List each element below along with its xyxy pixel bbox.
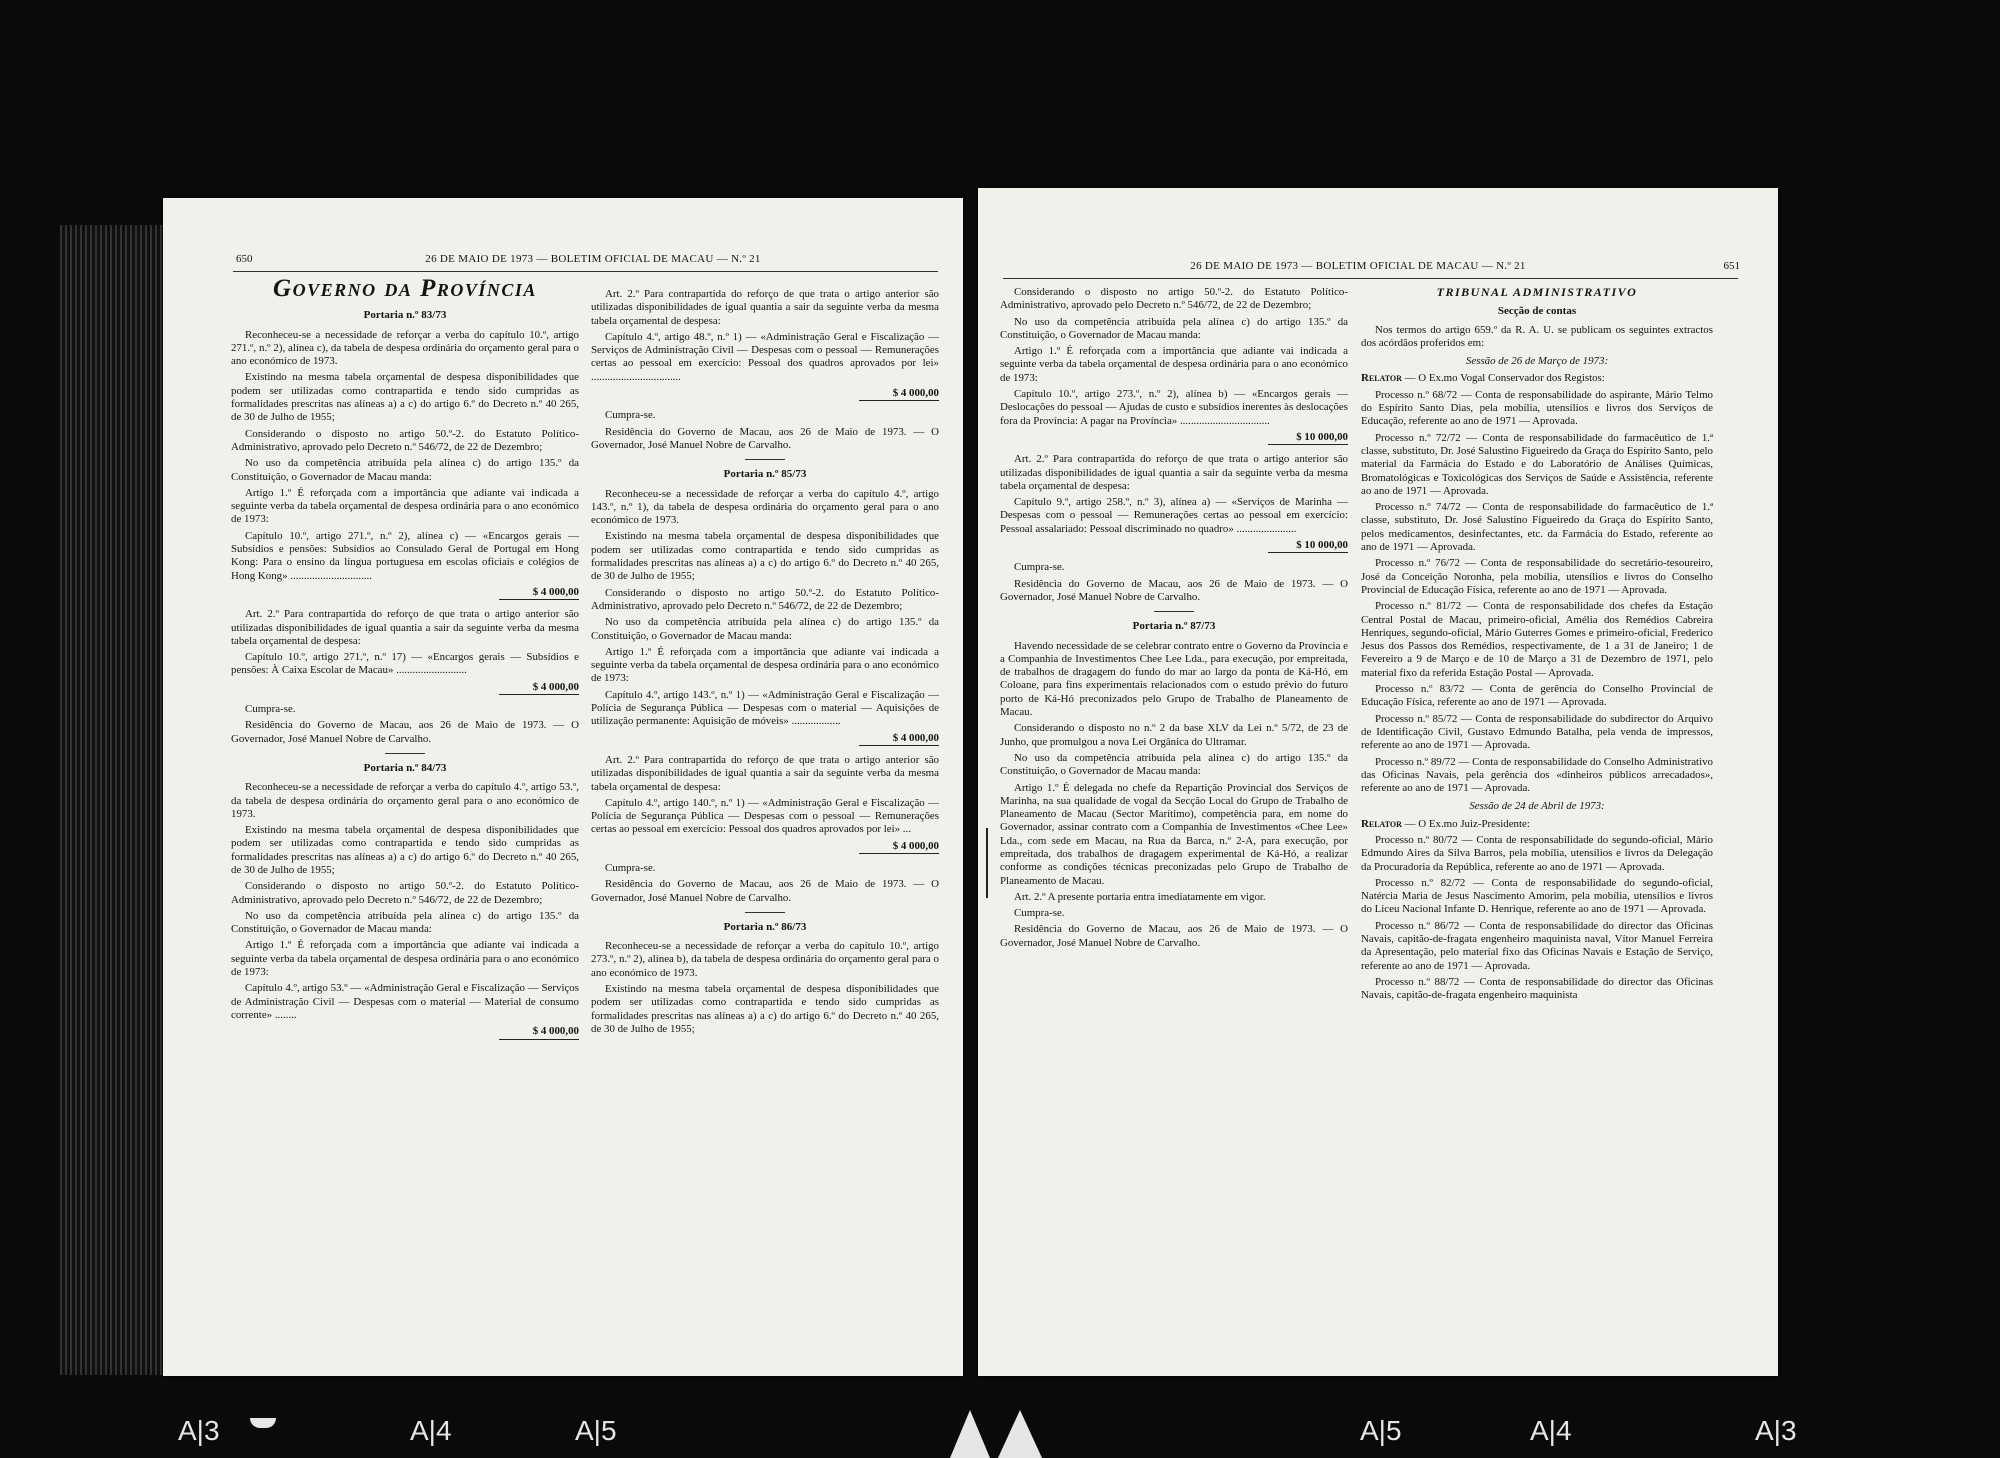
film-label [410, 1415, 452, 1447]
process-entry: Processo n.º 82/72 — Conta de responsabilidade do segundo-oficial, Natércia Maria de Jesus Nascimento Amorim, pela mobília, utensílios e livros do Liceu Nacional Infante D. Henrique, referente ao ano de 1971 — Aprovada. [1361, 876, 1713, 916]
process-entry: Processo n.º 83/72 — Conta de gerência do Conselho Provincial de Educação Física, referente ao ano de 1971 — Aprovada. [1361, 683, 1713, 709]
right-head-rule [1003, 278, 1738, 279]
signature-line: Residência do Governo de Macau, aos 26 de Maio de 1973. — O Governador, José Manuel Nobre de Carvalho. [591, 425, 939, 451]
paragraph: Havendo necessidade de se celebrar contrato entre o Governo da Província e a Companhia de Investimentos Chee Lee Lda., para execução, por empreitada, de trabalhos de dragagem do fundo do mar ao largo da ponta de Ká-Hó, em Coloane, para fins experimentais relacionados com o estudo prévio do futuro porto de Ká-Hó preconizados pelo Grupo de Trabalho de Planeamento de Macau. [1000, 639, 1348, 719]
relator-line [1361, 372, 1713, 385]
right-column-1 [1000, 286, 1348, 953]
signature-line: Residência do Governo de Macau, aos 26 de Maio de 1973. — O Governador, José Manuel Nobre de Carvalho. [1000, 923, 1348, 949]
budget-item: Capítulo 10.º, artigo 273.º, n.º 2), alínea b) — «Encargos gerais — Deslocações do pessoal — Ajudas de custo e subsídios inerentes às deslocações fora da Província: A pagar na Província» ................................. [1000, 388, 1348, 427]
film-label-text: A|5 [1360, 1415, 1402, 1446]
budget-item: Capítulo 10.º, artigo 271.º, n.º 17) — «Encargos gerais — Subsídios e pensões: À Caixa Escolar de Macau» .......................... [231, 651, 579, 677]
process-list-2 [1361, 834, 1713, 1003]
relator-label: Relator [1361, 372, 1402, 385]
paragraph: Artigo 1.º É reforçada com a importância que adiante vai indicada a seguinte verba da tabela orçamental de despesa ordinária para o ano económico de 1973: [591, 645, 939, 685]
paragraph: Reconheceu-se a necessidade de reforçar a verba do capítulo 10.º, artigo 273.º, n.º 2), alínea b), da tabela de despesa ordinária do orçamento geral para o ano económico de 1973. [591, 940, 939, 979]
cumpra-se: Cumpra-se. [605, 409, 656, 422]
portaria-title: Portaria n.º 83/73 [363, 309, 447, 322]
film-label [1360, 1415, 1402, 1447]
budget-item: Capítulo 4.º, artigo 53.º — «Administração Geral e Fiscalização — Serviços de Administração Civil — Despesas com o material — Material de consumo corrente» ........ [231, 982, 579, 1021]
paragraph: Artigo 1.º É reforçada com a importância que adiante vai indicada a seguinte verba da tabela orçamental de despesa ordinária para o ano económico de 1973: [231, 939, 579, 979]
margin-annotation-mark [986, 828, 992, 898]
relator-label: Relator [1361, 817, 1402, 830]
portaria-title: Portaria n.º 85/73 [723, 468, 807, 481]
left-running-head [163, 253, 963, 269]
process-entry: Processo n.º 81/72 — Conta de responsabilidade dos chefes da Estação Central Postal de Macau, primeiro-oficial, Amélia dos Remédios Cabreira Henriques, segundo-oficial, Mário Guterres Gomes e primeiro-oficial, Frederico Jesus dos Passos dos Remédios, respectivamente, de 1 a 31 de Janeiro; 1 de Fevereiro a 9 de Março e de 10 de Março a 31 de Dezembro de 1971, pelo material fixo da referida Estação Postal — Aprovada. [1361, 600, 1713, 679]
relator-text: — O Ex.mo Juiz-Presidente: [1404, 817, 1530, 830]
film-label [1530, 1415, 1572, 1447]
portaria-title: Portaria n.º 84/73 [363, 761, 447, 774]
tribunal-heading: TRIBUNAL ADMINISTRATIVO [1436, 285, 1638, 299]
separator [745, 459, 785, 460]
right-page [978, 188, 1778, 1376]
cumpra-se: Cumpra-se. [605, 861, 656, 874]
paragraph: Art. 2.º Para contrapartida do reforço de que trata o artigo anterior são utilizadas disponibilidades de igual quantia a sair da seguinte verba da mesma tabela orçamental de despesa: [1000, 453, 1348, 492]
film-label [575, 1415, 617, 1447]
paragraph: Considerando o disposto no artigo 50.º-2. do Estatuto Político-Administrativo, aprovado pelo Decreto n.º 546/72, de 22 de Dezembro; [231, 880, 579, 906]
process-entry: Processo n.º 88/72 — Conta de responsabilidade do director das Oficinas Navais, capitão-de-fragata engenheiro maquinista [1361, 975, 1713, 1002]
paragraph: Reconheceu-se a necessidade de reforçar a verba do capítulo 4.º, artigo 143.º, n.º 1), da tabela de despesa ordinária do orçamento geral para o ano económico de 1973. [591, 487, 939, 527]
amount: $ 10 000,00 [1268, 539, 1348, 553]
process-entry: Processo n.º 89/72 — Conta de responsabilidade do Conselho Administrativo das Oficinas Navais, pela gerência dos «dinheiros públicos arrecadados», referente ao ano de 1971 — Aprovada. [1361, 755, 1713, 795]
left-page [163, 198, 963, 1376]
left-column-2 [591, 288, 939, 1039]
paragraph: Existindo na mesma tabela orçamental de despesa disponibilidades que podem ser utilizadas como contrapartida e tendo sido cumpridas as formalidades prescritas nas alíneas a) a c) do artigo 6.º do Decreto n.º 40 265, de 30 de Julho de 1955; [591, 530, 939, 583]
book-page-edges [60, 225, 165, 1375]
process-entry: Processo n.º 76/72 — Conta de responsabilidade do secretário-tesoureiro, José da Conceição Noronha, pela mobília, utensílios e livros do Conselho Provincial de Educação Física, referente ao ano de 1971 — Aprovada. [1361, 557, 1713, 596]
signature-line: Residência do Governo de Macau, aos 26 de Maio de 1973. — O Governador, José Manuel Nobre de Carvalho. [231, 719, 579, 745]
budget-item: Capítulo 9.º, artigo 258.º, n.º 3), alínea a) — «Serviços de Marinha — Despesas com o pessoal — Remunerações certas ao pessoal em exercício: Pessoal assalariado: Pessoal discriminado no quadro» ...................... [1000, 496, 1348, 535]
process-entry: Processo n.º 80/72 — Conta de responsabilidade do segundo-oficial, Mário Edmundo Aires da Silva Barros, pela mobília, utensílios e livros da Delegação da Procuradoria da República, referente ao ano de 1971 — Aprovada. [1361, 833, 1713, 873]
budget-item: Capítulo 10.º, artigo 271.º, n.º 2), alínea c) — «Encargos gerais — Subsídios e pensões: Subsídios ao Consulado Geral de Portugal em Hong Kong: Para o ensino da língua portuguesa em escolas oficiais e colégios de Hong Kong» .............................. [231, 529, 579, 582]
paragraph: Artigo 1.º É delegada no chefe da Repartição Provincial dos Serviços de Marinha, na sua qualidade de vogal da Secção Local do Grupo de Trabalho de Planeamento de Macau (Sector Marítimo), competência para, em nome do Governador, assinar contrato com a Companhia de Investimentos «Chee Lee» Lda., com sede em Macau, na Rua da Barca, n.º 2-A, para execução, por empreitada, dos trabalhos de dragagem experimental de Ká-Hó, a realizar conforme as condições técnicas preconizadas pelo Grupo de Trabalho de Planeamento de Macau. [1000, 781, 1348, 887]
paragraph: Considerando o disposto no artigo 50.º-2. do Estatuto Político-Administrativo, aprovado pelo Decreto n.º 546/72, de 22 de Dezembro; [1000, 286, 1348, 312]
portaria-title: Portaria n.º 87/73 [1132, 620, 1216, 633]
session-date: Sessão de 26 de Março de 1973: [1465, 355, 1609, 368]
portaria-title: Portaria n.º 86/73 [723, 920, 807, 933]
left-head-rule [233, 271, 938, 272]
amount: $ 4 000,00 [499, 1025, 579, 1039]
paragraph: No uso da competência atribuída pela alínea c) do artigo 135.º da Constituição, o Governador de Macau manda: [1000, 315, 1348, 341]
budget-item: Capítulo 4.º, artigo 48.º, n.º 1) — «Administração Geral e Fiscalização — Serviços de Administração Civil — Despesas com o pessoal — Remunerações certas ao pessoal em exercício: Pessoal dos quadros aprovados por lei» ................................. [591, 330, 939, 383]
paragraph: Reconheceu-se a necessidade de reforçar a verba do capítulo 4.º, artigo 53.º, da tabela de despesa ordinária do orçamento geral para o ano económico de 1973. [231, 781, 579, 820]
film-label-text: A|3 [178, 1415, 220, 1446]
paragraph: No uso da competência atribuída pela alínea c) do artigo 135.º da Constituição, o Governador de Macau manda: [231, 909, 579, 936]
paragraph: Considerando o disposto no n.º 2 da base XLV da Lei n.º 5/72, de 23 de Junho, que promulgou a nova Lei Orgânica do Ultramar. [1000, 722, 1348, 748]
gutter-shadow-left [950, 1410, 990, 1458]
paragraph: Existindo na mesma tabela orçamental de despesa disponibilidades que podem ser utilizadas como contrapartida e tendo sido cumpridas as formalidades prescritas nas alíneas a) a c) do artigo 6.º do Decreto n.º 40 265, de 30 de Julho de 1955; [231, 824, 579, 876]
process-entry: Processo n.º 85/72 — Conta de responsabilidade do subdirector do Arquivo de Identificação Civil, Gustavo Edmundo Batalha, pela venda de impressos, referente ao ano de 1971 — Aprovada. [1361, 712, 1713, 752]
separator [385, 753, 425, 754]
paragraph: Reconheceu-se a necessidade de reforçar a verba do capítulo 10.º, artigo 271.º, n.º 2), alínea c), da tabela de despesa ordinária do orçamento geral para o ano económico de 1973. [231, 328, 579, 368]
paragraph: No uso da competência atribuída pela alínea c) do artigo 135.º da Constituição, o Governador de Macau manda: [231, 457, 579, 483]
left-page-number: 650 [236, 253, 253, 265]
right-running-title: 26 DE MAIO DE 1973 — BOLETIM OFICIAL DE MACAU — N.º 21 [1190, 260, 1526, 272]
paragraph: Existindo na mesma tabela orçamental de despesa disponibilidades que podem ser utilizadas como contrapartida e tendo sido cumpridas as formalidades prescritas nas alíneas a) a c) do artigo 6.º do Decreto n.º 40 265, de 30 de Julho de 1955; [231, 371, 579, 424]
signature-line: Residência do Governo de Macau, aos 26 de Maio de 1973. — O Governador, José Manuel Nobre de Carvalho. [591, 878, 939, 904]
relator-text: — O Ex.mo Vogal Conservador dos Registos: [1404, 372, 1605, 385]
paragraph: Artigo 1.º É reforçada com a importância que adiante vai indicada a seguinte verba da tabela orçamental de despesa ordinária para o ano económico de 1973: [231, 486, 579, 526]
paragraph: Existindo na mesma tabela orçamental de despesa disponibilidades que podem ser utilizadas como contrapartida e tendo sido cumpridas as formalidades prescritas nas alíneas a) a c) do artigo 6.º do Decreto n.º 40 265, de 30 de Julho de 1955; [591, 983, 939, 1035]
right-page-number: 651 [1723, 260, 1740, 272]
paragraph: No uso da competência atribuída pela alínea c) do artigo 135.º da Constituição, o Governador de Macau manda: [1000, 751, 1348, 778]
separator [1154, 611, 1194, 612]
amount: $ 4 000,00 [859, 732, 939, 746]
left-column-1 [231, 275, 579, 1048]
film-label [1755, 1415, 1797, 1447]
left-running-title: 26 DE MAIO DE 1973 — BOLETIM OFICIAL DE MACAU — N.º 21 [425, 253, 761, 265]
right-running-head [978, 260, 1778, 276]
paragraph: No uso da competência atribuída pela alínea c) do artigo 135.º da Constituição, o Governador de Macau manda: [591, 616, 939, 642]
right-column-2 [1361, 284, 1713, 1006]
paper-flap [250, 1418, 276, 1428]
process-entry: Processo n.º 74/72 — Conta de responsabilidade do farmacêutico de 1.ª classe, substituto, Dr. José Salustino Figueiredo da Graça do Espírito Santo, pelos medicamentos, desinfectantes, etc. da Farmácia do Estado, referente ao ano de 1971 — Aprovada. [1361, 501, 1713, 554]
paragraph: Art. 2.º Para contrapartida do reforço de que trata o artigo anterior são utilizadas disponibilidades de igual quantia a sair da seguinte verba da mesma tabela orçamental de despesa: [591, 753, 939, 793]
amount: $ 4 000,00 [859, 387, 939, 401]
paragraph: Considerando o disposto no artigo 50.º-2. do Estatuto Político-Administrativo, aprovado pelo Decreto n.º 546/72, de 22 de Dezembro; [231, 427, 579, 453]
film-label-text: A|5 [575, 1415, 617, 1446]
process-entry: Processo n.º 72/72 — Conta de responsabilidade do farmacêutico de 1.ª classe, substituto, Dr. José Salustino Figueiredo da Graça do Espírito Santo, pelo material da Farmácia do Estado e do Laboratório de Análises Químicas, Bromatológicas e Toxicológicas dos Serviços de Saúde e Assistência, referente ao ano de 1971 — Aprovada. [1361, 431, 1713, 497]
session-date: Sessão de 24 de Abril de 1973: [1469, 800, 1605, 813]
separator [745, 912, 785, 913]
film-label-text: A|4 [410, 1415, 452, 1446]
cumpra-se: Cumpra-se. [245, 703, 296, 716]
film-label-text: A|4 [1530, 1415, 1572, 1446]
paragraph: Artigo 1.º É reforçada com a importância que adiante vai indicada a seguinte verba da tabela orçamental de despesa ordinária para o ano económico de 1973: [1000, 345, 1348, 384]
process-entry: Processo n.º 68/72 — Conta de responsabilidade do aspirante, Mário Telmo do Espírito Santo Dias, pela mobília, utensílios e livros dos Serviços de Educação, referente ao ano de 1971 — Aprovada. [1361, 388, 1713, 428]
paragraph: Nos termos do artigo 659.º da R. A. U. se publicam os seguintes extractos dos acórdãos proferidos em: [1361, 323, 1713, 349]
section-subheading: Secção de contas [1497, 305, 1577, 318]
signature-line: Residência do Governo de Macau, aos 26 de Maio de 1973. — O Governador, José Manuel Nobre de Carvalho. [1000, 577, 1348, 603]
section-heading: Governo da Província [273, 275, 537, 302]
budget-item: Capítulo 4.º, artigo 143.º, n.º 1) — «Administração Geral e Fiscalização — Polícia de Segurança Pública — Despesas com o material — Aquisições de utilização permanente: Aquisição de móveis» .................. [591, 688, 939, 728]
cumpra-se: Cumpra-se. [1014, 561, 1065, 574]
relator-line [1361, 818, 1713, 831]
paragraph: Art. 2.º Para contrapartida do reforço de que trata o artigo anterior são utilizadas disponibilidades de igual quantia a sair da seguinte verba da mesma tabela orçamental de despesa: [231, 608, 579, 647]
paragraph: Considerando o disposto no artigo 50.º-2. do Estatuto Político-Administrativo, aprovado pelo Decreto n.º 546/72, de 22 de Dezembro; [591, 586, 939, 612]
budget-item: Capítulo 4.º, artigo 140.º, n.º 1) — «Administração Geral e Fiscalização — Polícia de Segurança Pública — Despesas com o pessoal — Remunerações certas ao pessoal em exercício: Pessoal dos quadros aprovados por lei» ... [591, 796, 939, 836]
amount: $ 4 000,00 [499, 586, 579, 600]
process-entry: Processo n.º 86/72 — Conta de responsabilidade do director das Oficinas Navais, capitão-de-fragata engenheiro maquinista naval, Vítor Manuel Ferreira da Apresentação, pelo material fixo das Oficinas Navais e Estação de Serviço, referente ao ano de 1971 — Aprovada. [1361, 919, 1713, 972]
cumpra-se: Cumpra-se. [1014, 907, 1065, 920]
amount: $ 4 000,00 [859, 840, 939, 854]
amount: $ 4 000,00 [499, 681, 579, 695]
paragraph: Art. 2.º Para contrapartida do reforço de que trata o artigo anterior são utilizadas disponibilidades de igual quantia a sair da seguinte verba da mesma tabela orçamental de despesa: [591, 288, 939, 327]
amount: $ 10 000,00 [1268, 431, 1348, 445]
film-label-text: A|3 [1755, 1415, 1797, 1446]
gutter-shadow-right [998, 1410, 1042, 1458]
paragraph: Art. 2.º A presente portaria entra imediatamente em vigor. [1014, 890, 1266, 903]
process-list-1 [1361, 389, 1713, 796]
film-label [178, 1415, 220, 1447]
